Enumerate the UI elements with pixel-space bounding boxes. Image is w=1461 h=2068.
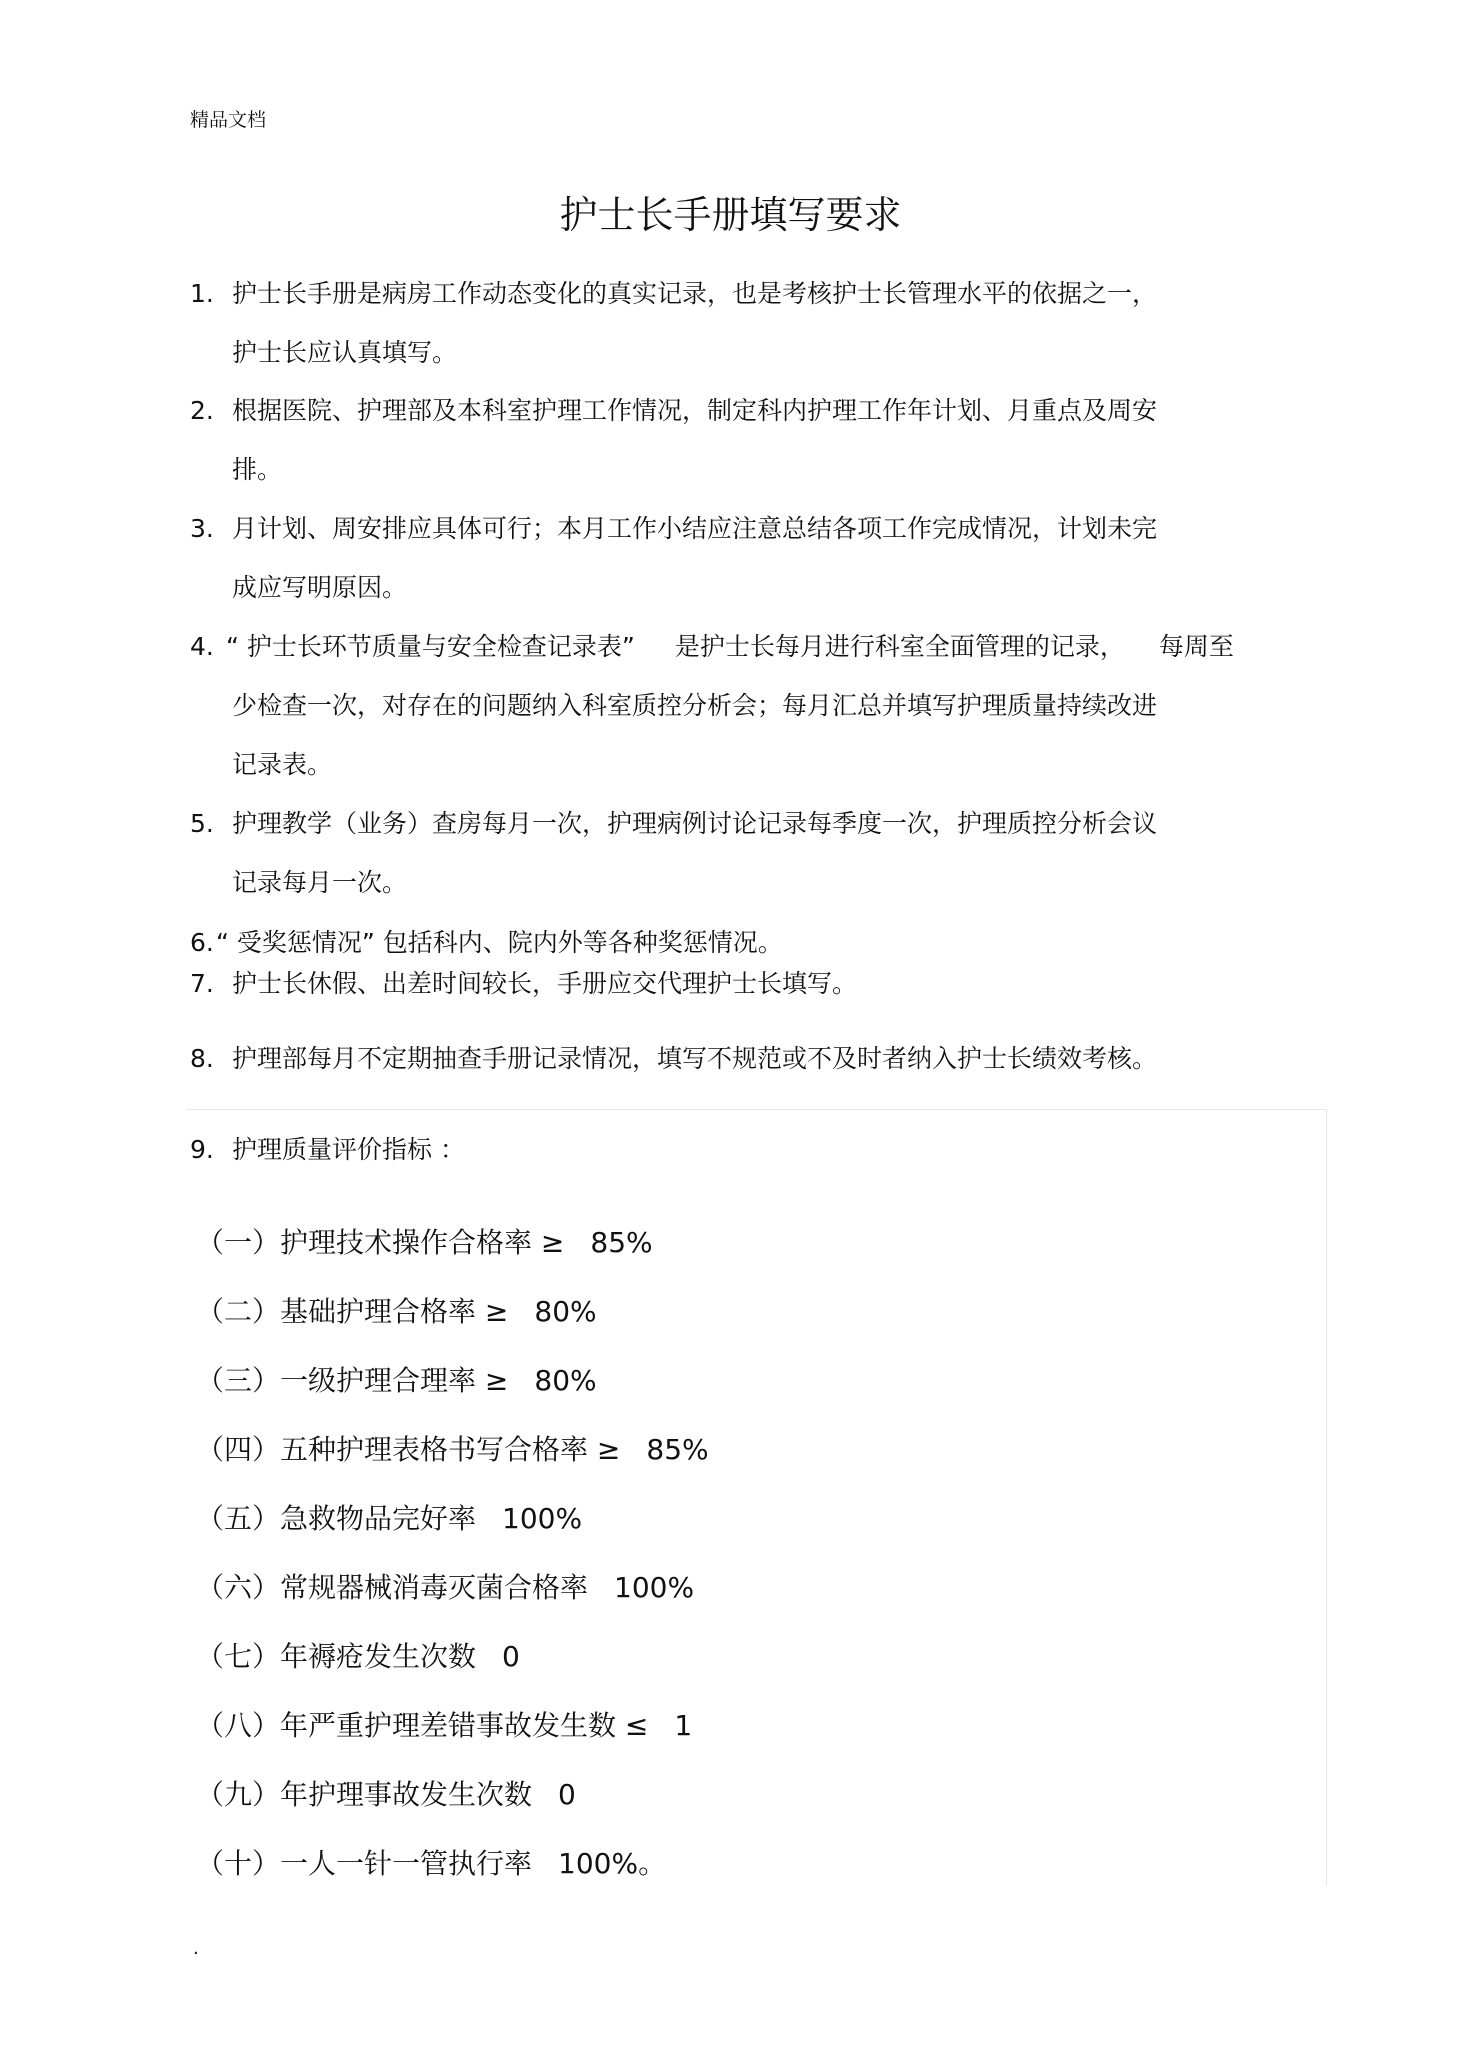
requirement-item-2 — [190, 394, 1340, 487]
metric-label: （九）年护理事故发生次数 — [196, 1778, 533, 1811]
metric-value: 100%。 — [558, 1847, 667, 1880]
requirement-item-5 — [190, 807, 1340, 900]
metric-label: （六）常规器械消毒灭菌合格率 — [196, 1571, 589, 1604]
requirement-item-1 — [190, 277, 1340, 370]
requirement-item-9 — [190, 1133, 1340, 1167]
metric-value: 80% — [534, 1295, 597, 1328]
item-text: 根据医院、护理部及本科室护理工作情况，制定科内护理工作年计划、月重点及周安 — [232, 396, 1158, 425]
metric-value: 85% — [646, 1433, 709, 1466]
quality-metric — [196, 1362, 597, 1400]
item-number: 9. — [190, 1135, 214, 1164]
metric-value: 1 — [674, 1709, 693, 1742]
quality-metric — [196, 1431, 709, 1469]
requirement-item-6 — [190, 926, 1340, 960]
item-text: “ 受奖惩情况” 包括科内、院内外等各种奖惩情况。 — [216, 928, 783, 957]
metric-label: （三）一级护理合理率 ≥ — [196, 1364, 509, 1397]
requirement-item-8 — [190, 1042, 1340, 1076]
item-number: 1. — [190, 279, 214, 308]
item-text: 护士长手册是病房工作动态变化的真实记录，也是考核护士长管理水平的依据之一， — [232, 279, 1158, 308]
item-text-continued: 排。 — [232, 455, 283, 484]
quality-metric — [196, 1569, 694, 1607]
metric-value: 100% — [614, 1571, 695, 1604]
metric-value: 100% — [502, 1502, 583, 1535]
requirement-item-7 — [190, 967, 1340, 1001]
requirement-item-3 — [190, 512, 1340, 605]
item-text: 护理教学（业务）查房每月一次，护理病例讨论记录每季度一次，护理质控分析会议 — [232, 809, 1158, 838]
item-text: 月计划、周安排应具体可行；本月工作小结应注意总结各项工作完成情况，计划未完 — [232, 514, 1158, 543]
quality-metric — [196, 1500, 582, 1538]
metric-label: （八）年严重护理差错事故发生数 ≤ — [196, 1709, 649, 1742]
metric-value: 80% — [534, 1364, 597, 1397]
item-number: 5. — [190, 809, 214, 838]
item-text: 护理部每月不定期抽查手册记录情况，填写不规范或不及时者纳入护士长绩效考核。 — [232, 1044, 1158, 1073]
metric-label: （一）护理技术操作合格率 ≥ — [196, 1226, 565, 1259]
header-note: 精品文档 — [190, 109, 267, 131]
item-number: 8. — [190, 1044, 214, 1073]
metric-label: （七）年褥疮发生次数 — [196, 1640, 477, 1673]
item-number: 2. — [190, 396, 214, 425]
item-number: 7. — [190, 969, 214, 998]
footer-mark: . — [193, 1938, 199, 1959]
item-number: 3. — [190, 514, 214, 543]
metric-value: 0 — [502, 1640, 520, 1673]
quality-metric — [196, 1638, 520, 1676]
quality-metric — [196, 1845, 666, 1883]
quality-metric — [196, 1707, 692, 1745]
quality-metric — [196, 1293, 597, 1331]
metric-label: （四）五种护理表格书写合格率 ≥ — [196, 1433, 621, 1466]
item-text: 护理质量评价指标 ： — [232, 1135, 465, 1164]
item-text-continued: 记录表。 — [232, 750, 333, 779]
item-text-continued: 记录每月一次。 — [232, 868, 408, 897]
item-text: 每周至 — [1158, 632, 1234, 661]
metric-value: 85% — [590, 1226, 653, 1259]
item-number: 4. — [190, 632, 214, 661]
quality-metric — [196, 1224, 653, 1262]
item-text-continued: 少检查一次，对存在的问题纳入科室质控分析会；每月汇总并填写护理质量持续改进 — [232, 691, 1158, 720]
quality-metric — [196, 1776, 576, 1814]
item-text: “ 护士长环节质量与安全检查记录表” — [226, 632, 635, 661]
metric-label: （五）急救物品完好率 — [196, 1502, 477, 1535]
requirement-item-4 — [190, 630, 1340, 782]
metric-label: （十）一人一针一管执行率 — [196, 1847, 533, 1880]
item-text-continued: 成应写明原因。 — [232, 573, 408, 602]
item-text-continued: 护士长应认真填写。 — [232, 338, 458, 367]
metric-value: 0 — [558, 1778, 576, 1811]
item-text: 护士长休假、出差时间较长，手册应交代理护士长填写。 — [232, 969, 858, 998]
item-number: 6. — [190, 928, 214, 957]
document-title: 护士长手册填写要求 — [559, 193, 902, 237]
metric-label: （二）基础护理合格率 ≥ — [196, 1295, 509, 1328]
item-text: 是护士长每月进行科室全面管理的记录， — [674, 632, 1125, 661]
